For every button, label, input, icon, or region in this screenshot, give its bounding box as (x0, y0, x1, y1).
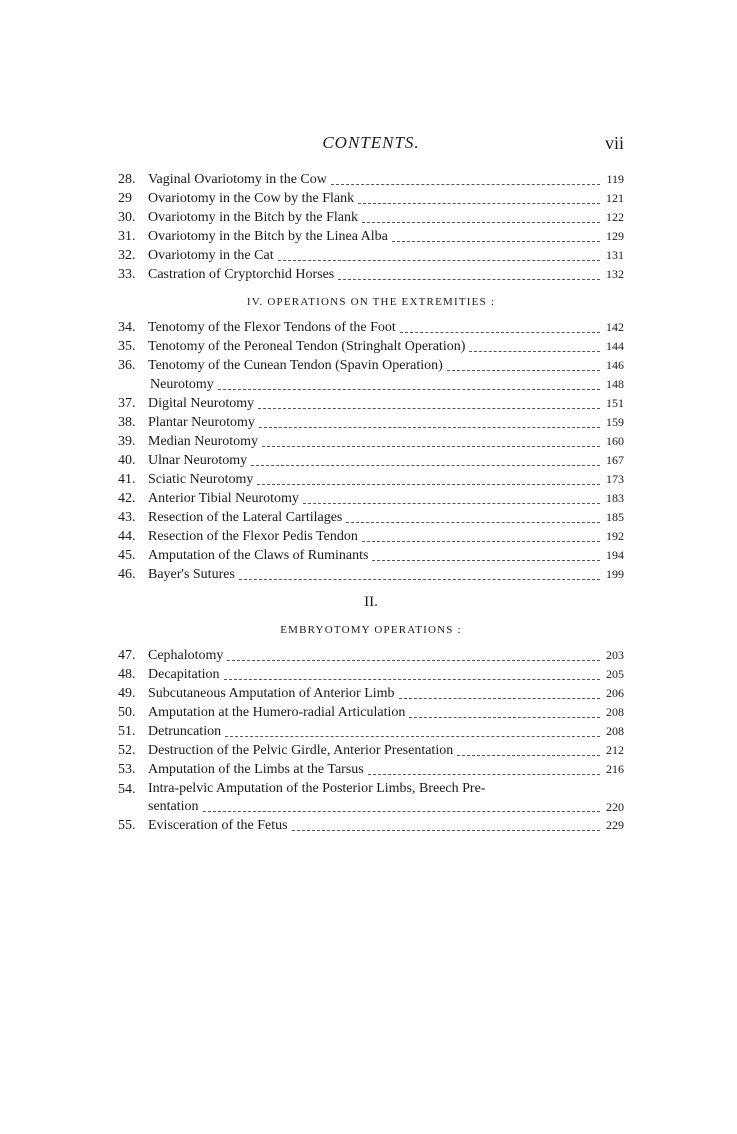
entry-number: 31. (118, 229, 136, 244)
contents-entry[interactable] (118, 394, 624, 413)
entry-number: 52. (118, 743, 136, 758)
entry-page: 194 (606, 548, 624, 562)
dot-leader (372, 559, 600, 561)
entry-title: Bayer's Sutures (148, 567, 235, 582)
entry-title-line2: sentation (148, 799, 199, 814)
dot-leader (368, 773, 600, 775)
dot-leader (218, 388, 600, 390)
entry-page: 146 (606, 358, 624, 372)
contents-entry[interactable] (118, 265, 624, 284)
contents-group-extremities (118, 318, 624, 584)
entry-number: 45. (118, 548, 136, 563)
dot-leader (399, 697, 600, 699)
entry-page: 132 (606, 267, 624, 281)
entry-number: 37. (118, 396, 136, 411)
contents-entry[interactable] (118, 703, 624, 722)
dot-leader (239, 578, 600, 580)
dot-leader (262, 445, 600, 447)
contents-entry[interactable] (118, 413, 624, 432)
entry-number: 53. (118, 762, 136, 777)
entry-title: Neurotomy (150, 377, 214, 392)
dot-leader (469, 350, 600, 352)
contents-entry[interactable] (118, 246, 624, 265)
entry-number: 33. (118, 267, 136, 282)
entry-number: 55. (118, 818, 136, 833)
entry-page: 183 (606, 491, 624, 505)
entry-title: Ovariotomy in the Bitch by the Flank (148, 210, 358, 225)
section-heading-extremities: IV. OPERATIONS ON THE EXTREMITIES : (246, 296, 496, 308)
dot-leader (409, 716, 600, 718)
entry-number: 41. (118, 472, 136, 487)
contents-entry[interactable] (118, 489, 624, 508)
entry-title: Cephalotomy (148, 648, 224, 663)
entry-title: Decapitation (148, 667, 220, 682)
dot-leader (224, 678, 600, 680)
entry-number: 51. (118, 724, 136, 739)
entry-title: Median Neurotomy (148, 434, 259, 449)
entry-page: 144 (606, 339, 624, 353)
entry-title: Resection of the Flexor Pedis Tendon (148, 529, 358, 544)
contents-group-embryotomy (118, 646, 624, 779)
dot-leader (400, 331, 600, 333)
dot-leader (251, 464, 600, 466)
entry-number: 35. (118, 339, 136, 354)
dot-leader (447, 369, 600, 371)
entry-title: Amputation at the Humero-radial Articulation (148, 705, 406, 720)
entry-title: Tenotomy of the Flexor Tendons of the Foot (148, 320, 396, 335)
entry-number: 36. (118, 358, 136, 373)
contents-entry[interactable] (118, 508, 624, 527)
dot-leader (457, 754, 600, 756)
entry-page: 229 (606, 818, 624, 832)
contents-entry[interactable] (118, 722, 624, 741)
page-number: vii (604, 133, 624, 153)
contents-entry[interactable] (118, 470, 624, 489)
dot-leader (278, 259, 600, 261)
entry-title: Tenotomy of the Cunean Tendon (Spavin Operation) (148, 358, 443, 373)
entry-title: Vaginal Ovariotomy in the Cow (148, 172, 327, 187)
entry-number: 49. (118, 686, 136, 701)
contents-entry[interactable] (118, 527, 624, 546)
entry-title: Resection of the Lateral Cartilages (148, 510, 343, 525)
entry-title: Ulnar Neurotomy (148, 453, 248, 468)
dot-leader (225, 735, 600, 737)
part-number: II. (364, 594, 378, 610)
contents-entry[interactable] (118, 741, 624, 760)
contents-entry[interactable] (118, 684, 624, 703)
section-heading-embryotomy: EMBRYOTOMY OPERATIONS : (280, 624, 462, 636)
contents-group-ovariotomy (118, 170, 624, 284)
contents-entry[interactable] (118, 565, 624, 584)
entry-title: Tenotomy of the Peroneal Tendon (Stringhalt Operation) (148, 339, 466, 354)
contents-entry[interactable] (118, 760, 624, 779)
dot-leader (257, 483, 600, 485)
entry-number: 42. (118, 491, 136, 506)
entry-page: 122 (606, 210, 624, 224)
dot-leader (392, 240, 600, 242)
entry-number: 38. (118, 415, 136, 430)
contents-entry[interactable] (118, 432, 624, 451)
entry-page: 129 (606, 229, 624, 243)
contents-entry[interactable] (118, 665, 624, 684)
entry-page: 185 (606, 510, 624, 524)
entry-title: Anterior Tibial Neurotomy (148, 491, 299, 506)
entry-title: Digital Neurotomy (148, 396, 255, 411)
dot-leader (303, 502, 600, 504)
entry-number: 47. (118, 648, 136, 663)
entry-number: 28. (118, 172, 136, 187)
entry-page: 212 (606, 743, 624, 757)
entry-number: 48. (118, 667, 136, 682)
entry-number: 44. (118, 529, 136, 544)
running-title: CONTENTS. (322, 133, 420, 152)
entry-page: 205 (606, 667, 624, 681)
entry-number: 39. (118, 434, 136, 449)
entry-title: Amputation of the Claws of Ruminants (148, 548, 369, 563)
dot-leader (259, 426, 600, 428)
contents-entry[interactable] (118, 208, 624, 227)
entry-page: 199 (606, 567, 624, 581)
entry-page: 148 (606, 377, 624, 391)
contents-entry[interactable] (118, 227, 624, 246)
contents-entry[interactable] (118, 318, 624, 337)
entry-title: Ovariotomy in the Cow by the Flank (148, 191, 355, 206)
entry-number: 34. (118, 320, 136, 335)
entry-page: 192 (606, 529, 624, 543)
entry-title: Detruncation (148, 724, 222, 739)
entry-page: 121 (606, 191, 624, 205)
entry-page: 151 (606, 396, 624, 410)
entry-page: 142 (606, 320, 624, 334)
entry-title: Amputation of the Limbs at the Tarsus (148, 762, 364, 777)
dot-leader (292, 829, 600, 831)
entry-page: 167 (606, 453, 624, 467)
entry-page: 203 (606, 648, 624, 662)
page-header (118, 133, 624, 155)
entry-title: Ovariotomy in the Cat (148, 248, 274, 263)
entry-page: 119 (606, 172, 624, 186)
dot-leader (362, 540, 600, 542)
contents-entry[interactable] (118, 451, 624, 470)
entry-title: Evisceration of the Fetus (148, 818, 288, 833)
entry-number: 43. (118, 510, 136, 525)
dot-leader (203, 810, 600, 812)
contents-entry[interactable] (118, 780, 624, 816)
entry-page: 159 (606, 415, 624, 429)
entry-page: 216 (606, 762, 624, 776)
entry-title: Sciatic Neurotomy (148, 472, 254, 487)
entry-page: 220 (606, 800, 624, 814)
dot-leader (331, 183, 601, 185)
entry-title: Plantar Neurotomy (148, 415, 255, 430)
dot-leader (227, 659, 600, 661)
contents-entry[interactable] (118, 646, 624, 665)
entry-number: 50. (118, 705, 136, 720)
entry-title: Castration of Cryptorchid Horses (148, 267, 335, 282)
entry-page: 208 (606, 724, 624, 738)
entry-page: 131 (606, 248, 624, 262)
entry-page: 208 (606, 705, 624, 719)
contents-entry[interactable] (118, 816, 624, 835)
entry-number: 46. (118, 567, 136, 582)
entry-number: 54. (118, 782, 136, 797)
entry-title: Ovariotomy in the Bitch by the Linea Alba (148, 229, 388, 244)
dot-leader (338, 278, 600, 280)
contents-entry[interactable] (118, 546, 624, 565)
entry-number: 40. (118, 453, 136, 468)
contents-entry[interactable] (118, 337, 624, 356)
dot-leader (258, 407, 600, 409)
contents-entry[interactable] (118, 189, 624, 208)
entry-number: 29 (118, 191, 132, 206)
entry-page: 173 (606, 472, 624, 486)
entry-title: Destruction of the Pelvic Girdle, Anterior Presentation (148, 743, 454, 758)
entry-title-line1: Intra-pelvic Amputation of the Posterior Limbs, Breech Pre- (148, 781, 486, 796)
entry-number: 32. (118, 248, 136, 263)
entry-page: 206 (606, 686, 624, 700)
contents-entry-54-wrap (118, 780, 624, 835)
entry-title: Subcutaneous Amputation of Anterior Limb (148, 686, 395, 701)
dot-leader (362, 221, 600, 223)
dot-leader (358, 202, 600, 204)
contents-entry[interactable] (118, 375, 624, 394)
contents-entry[interactable] (118, 170, 624, 189)
entry-page: 160 (606, 434, 624, 448)
contents-entry[interactable] (118, 356, 624, 375)
entry-number: 30. (118, 210, 136, 225)
dot-leader (346, 521, 600, 523)
